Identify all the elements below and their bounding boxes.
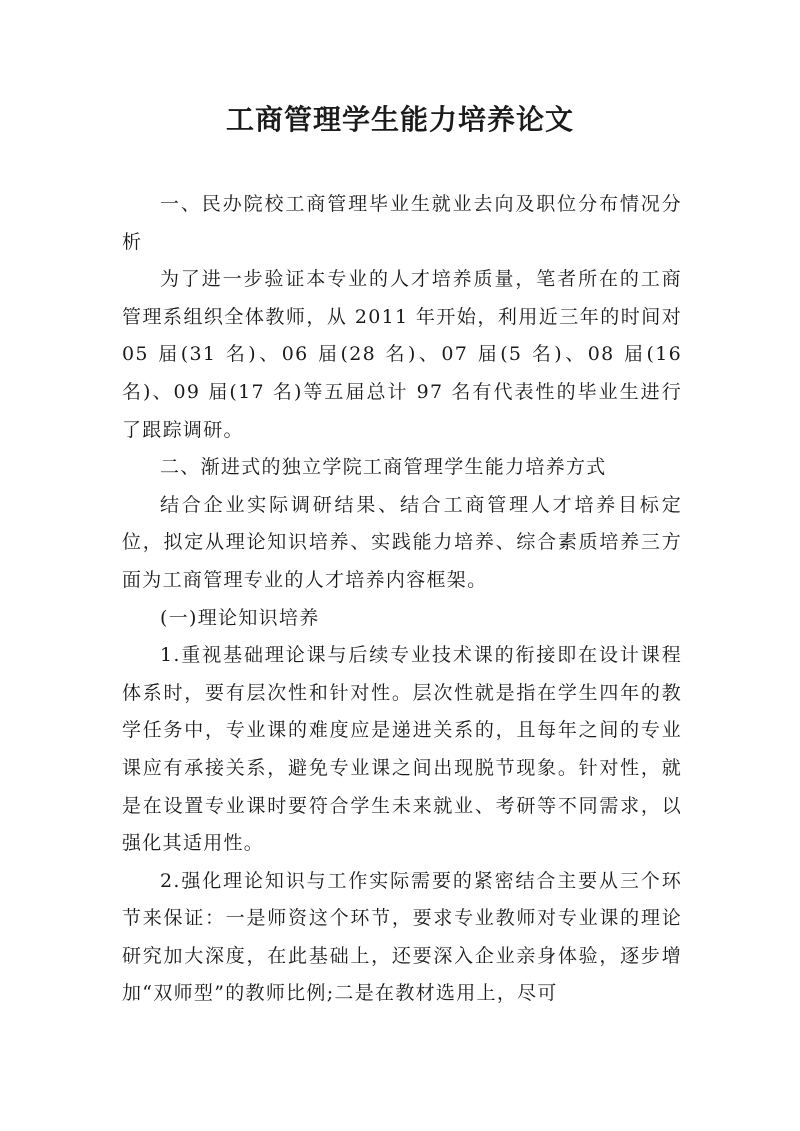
subsection-heading: (一)理论知识培养 — [160, 606, 320, 629]
section-heading: 一、民办院校工商管理毕业生就业去向及职位分布情况分析 — [122, 193, 682, 253]
document-body — [122, 186, 682, 1013]
section-heading: 二、渐进式的独立学院工商管理学生能力培养方式 — [160, 456, 607, 479]
paragraph: 2.强化理论知识与工作实际需要的紧密结合主要从三个环节来保证：一是师资这个环节，要求专业教师对专业课的理论研究加大深度，在此基础上，还要深入企业亲身体验，逐步增加“双师型”的教师比例;二是在教材选用上，尽可 — [122, 869, 682, 1005]
paragraph: 结合企业实际调研结果、结合工商管理人才培养目标定位，拟定从理论知识培养、实践能力培养、综合素质培养三方面为工商管理专业的人才培养内容框架。 — [122, 493, 682, 591]
paragraph: 1.重视基础理论课与后续专业技术课的衔接即在设计课程体系时，要有层次性和针对性。层次性就是指在学生四年的教学任务中，专业课的难度应是递进关系的，且每年之间的专业课应有承接关系，避免专业课之间出现脱节现象。针对性，就是在设置专业课时要符合学生未来就业、考研等不同需求，以强化其适用性。 — [122, 644, 682, 855]
document-title: 工商管理学生能力培养论文 — [225, 103, 574, 136]
paragraph: 为了进一步验证本专业的人才培养质量，笔者所在的工商管理系组织全体教师，从 2011 年开始，利用近三年的时间对 05 届(31 名)、06 届(28 名)、07 届(5 名)、08 届(16 名)、09 届(17 名)等五届总计 97 名有代表性的毕业生进行了跟踪调研。 — [122, 268, 682, 441]
